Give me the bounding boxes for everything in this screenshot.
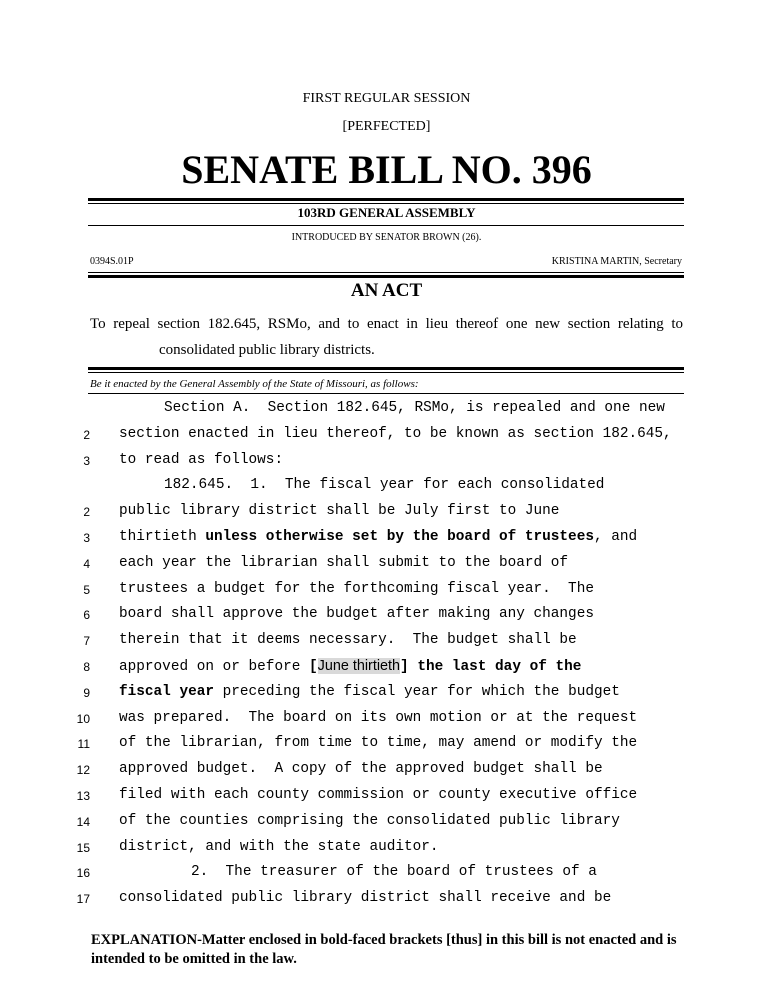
session-label: FIRST REGULAR SESSION (302, 91, 471, 106)
line-number: 6 (83, 608, 90, 623)
bill-title: SENATE BILL NO. 396 (181, 147, 592, 192)
section-line-7: 7 therein that it deems necessary. The budget shall be (0, 629, 773, 655)
enacting-rule (88, 393, 684, 394)
section-line-8: 8 approved on or before [June thirtieth] the last day of the (0, 655, 773, 681)
purpose-rule-thick (88, 367, 684, 370)
bill-status: [PERFECTED] (342, 119, 431, 134)
act-purpose-line2: consolidated public library districts. (159, 342, 375, 358)
line-number: 16 (76, 866, 90, 881)
section-line-6: 6 board shall approve the budget after making any changes (0, 603, 773, 629)
section-line-12: 12 approved budget. A copy of the approved budget shall be (0, 758, 773, 784)
bracket-open: [ (309, 658, 318, 675)
meta-rule-thin (88, 272, 684, 273)
line-number: 13 (76, 788, 90, 803)
an-act-heading: AN ACT (350, 280, 423, 301)
document-id: 0394S.01P (90, 256, 134, 267)
purpose-rule-thin (88, 372, 684, 373)
line-number: 9 (83, 685, 90, 700)
inserted-text: unless otherwise set by the board of trustees (205, 528, 594, 545)
bill-body (0, 397, 773, 913)
section-line-5: 5 trustees a budget for the forthcoming fiscal year. The (0, 578, 773, 604)
line-number: 7 (83, 634, 90, 649)
act-purpose-line1: To repeal section 182.645, RSMo, and to enact in lieu thereof one new section relating to (90, 316, 683, 332)
section-line-11: 11 of the librarian, from time to time, may amend or modify the (0, 732, 773, 758)
line-number: 12 (76, 763, 90, 778)
assembly-rule (88, 225, 684, 226)
section-line-10: 10 was prepared. The board on its own motion or at the request (0, 707, 773, 733)
section-line-4: 4 each year the librarian shall submit to the board of (0, 552, 773, 578)
line-number: 2 (83, 427, 90, 442)
line-number: 8 (83, 659, 90, 674)
line-number: 3 (83, 530, 90, 545)
inserted-text: the last day of the (408, 658, 582, 675)
introduced-by: INTRODUCED BY SENATOR BROWN (26). (291, 232, 482, 243)
section-line-9: 9 fiscal year preceding the fiscal year for which the budget (0, 681, 773, 707)
inserted-text: fiscal year (119, 683, 214, 700)
section-line-3: 3 thirtieth unless otherwise set by the board of trustees, and (0, 526, 773, 552)
section-line-15: 15 district, and with the state auditor. (0, 836, 773, 862)
general-assembly: 103RD GENERAL ASSEMBLY (297, 205, 476, 220)
section-line-1: 182.645. 1. The fiscal year for each consolidated (164, 477, 605, 494)
title-rule-thin (88, 203, 684, 204)
line-number: 10 (76, 711, 90, 726)
section-a-line-3: 3 to read as follows: (0, 449, 773, 475)
line-number: 5 (83, 582, 90, 597)
line-number: 15 (76, 840, 90, 855)
section-a-line-2: 2 section enacted in lieu thereof, to be known as section 182.645, (0, 423, 773, 449)
line-number: 11 (77, 737, 90, 752)
section-a-line-1: Section A. Section 182.645, RSMo, is repealed and one new (164, 400, 665, 416)
line-number: 17 (76, 892, 90, 907)
section-line-16: 16 2. The treasurer of the board of trustees of a (0, 861, 773, 887)
bracket-close: ] (400, 658, 409, 675)
section-line-13: 13 filed with each county commission or county executive office (0, 784, 773, 810)
explanation-footnote: EXPLANATION-Matter enclosed in bold-faced brackets [thus] in this bill is not enacted and is intended to be omitted in the law. (91, 932, 677, 967)
secretary: KRISTINA MARTIN, Secretary (551, 256, 682, 267)
section-line-14: 14 of the counties comprising the consolidated public library (0, 810, 773, 836)
section-line-2: 2 public library district shall be July first to June (0, 500, 773, 526)
meta-rule-thick (88, 275, 684, 278)
enacting-clause: Be it enacted by the General Assembly of the State of Missouri, as follows: (90, 378, 419, 390)
line-number: 2 (83, 505, 90, 520)
line-number: 4 (83, 556, 90, 571)
title-rule-thick (88, 198, 684, 201)
deleted-text: June thirtieth (317, 657, 401, 674)
line-number: 14 (76, 814, 90, 829)
line-number: 3 (83, 453, 90, 468)
section-line-17: 17 consolidated public library district shall receive and be (0, 887, 773, 913)
